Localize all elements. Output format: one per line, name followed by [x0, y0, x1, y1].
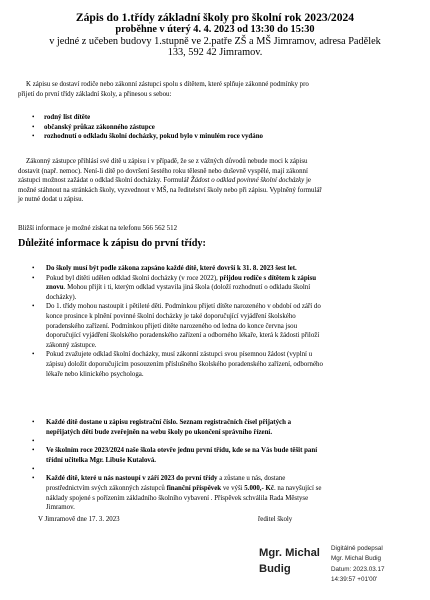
signature-meta-line: 14:39:57 +01'00': [331, 576, 378, 584]
info-list-bold: [32, 418, 382, 513]
requirement-item: • občanský průkaz zákonného zástupce: [44, 123, 263, 133]
signature-metadata: [331, 544, 385, 586]
postpone-text: zástupci možnost zažádat o odklad školní docházky. Formulář: [18, 177, 191, 185]
location-line-2: 133, 592 42 Jimramov.: [167, 47, 263, 58]
info-text: znovu: [46, 284, 64, 292]
info-item: [32, 274, 382, 303]
info-text: Každé dítě, které u nás nastoupí v září 2023 do první třídy: [46, 475, 218, 483]
intro-paragraph: [18, 80, 417, 99]
info-text: doporučující vyjádření školského poradenského zařízení a odborného lékaře, která k žádosti přiloží: [46, 332, 320, 340]
info-text: Do školy musí být podle zákona zapsáno každé dítě, které dovrší k 31. 8. 2023 šest let.: [46, 265, 297, 272]
info-text: • Ve školním roce 2023/2024 naše škola otevře jednu první třídu, kde se na Vás bude těšit paní: [46, 447, 318, 455]
spacer: [32, 437, 382, 446]
signature-meta-line: Mgr. Michal Budig: [331, 555, 382, 563]
info-text: Jimramov.: [46, 504, 75, 512]
info-text: zápisu) doložit doporučujícím posouzením příslušného školského poradenského zařízení, odborného: [46, 360, 323, 368]
info-item: [32, 264, 382, 274]
place-date: V Jimramově dne 17. 3. 2023: [38, 516, 120, 523]
requirements-list: [30, 113, 263, 142]
info-text: náklady spojené s pořízením základního školního vybavení . Příspěvek schválila Rada Městyse: [46, 494, 309, 502]
signature-name-line: Mgr. Michal: [259, 547, 320, 559]
postpone-line-5: je nutné dodat u zápisu.: [18, 196, 84, 204]
info-item: [32, 350, 382, 379]
signature-name-line: Budig: [259, 563, 291, 575]
info-text: nepřijatých dětí bude zveřejněn na webu školy po ukončení správního řízení.: [46, 428, 273, 436]
info-text: • Pokud zvažujete odklad školní docházky, musí zákonní zástupci svou písemnou žádost (vyplní u: [46, 351, 313, 359]
date-text: proběhne v úterý 4. 4. 2023 od 13:30 do 15:30: [115, 24, 315, 35]
info-text: přijdou rodiče s dítětem k zápisu: [219, 274, 317, 282]
info-text: • Každé dítě dostane u zápisu registrační číslo. Seznam registračních čísel přijatých a: [46, 419, 292, 426]
signature-meta-line: Digitálně podepsal: [331, 545, 383, 552]
postpone-line-3: [18, 176, 417, 186]
postpone-line-1: Zákonný zástupce přihlásí své dítě u zápisu i v případě, že se z vážných důvodů nebude moci k zápisu: [26, 158, 308, 165]
info-text: zákonný zástupce.: [46, 341, 97, 349]
requirement-item: • rozhodnutí o odkladu školní docházky, pokud bylo v minulém roce vydáno: [44, 132, 263, 142]
info-item: [32, 474, 382, 512]
postpone-paragraph: [18, 157, 417, 205]
info-text: a zůstane u nás, dostane: [217, 475, 286, 483]
signer-role: ředitel školy: [258, 516, 293, 523]
info-text: konce prosince k plnění povinné školní docházky je také doporučující vyjádření školského: [46, 312, 296, 320]
postpone-line-4: možné stáhnout na stránkách školy, vyzvednout v MŠ, na ředitelství školy nebo při zápisu. Vyplněný formulář: [18, 186, 322, 194]
info-text: prostřednictvím svých zákonných zástupců: [46, 484, 167, 492]
contact-line: Bližší informace je možné získat na telefonu 566 562 512: [18, 225, 178, 232]
info-text: třídní učitelka Mgr. Libuše Kutalová.: [46, 456, 157, 464]
info-text: 5.000,- Kč: [244, 484, 274, 492]
info-text: docházky).: [46, 293, 77, 301]
info-text: ve výši: [221, 484, 245, 492]
date-line: [0, 24, 430, 36]
signature-name: [259, 545, 320, 577]
location-line-1: v jedné z učeben budovy 1.stupně ve 2.patře ZŠ a MŠ Jimramov, adresa Padělek: [49, 36, 381, 47]
signature-meta-line: Datum: 2023.03.17: [331, 565, 385, 573]
info-text: poradenského zařízení. Podmínkou přijetí dítěte narozeného od ledna do konce června jsou: [46, 322, 298, 330]
info-text: . Mohou přijít i ti, kterým odklad vystavila jiná škola (doloží rozhodnutí o odkladu školní: [63, 284, 311, 292]
postpone-line-2: dostavit (např. nemoc). Není-li dítě po dovršení šestého roku tělesně nebo duševně vyspělé, mají zákonní: [18, 167, 308, 175]
form-name: Žádost o odklad povinné školní docházky: [190, 177, 305, 185]
info-item: [32, 302, 382, 350]
page-title: Zápis do 1.třídy základní školy pro školní rok 2023/2024: [75, 11, 355, 24]
info-list: [32, 264, 382, 379]
info-text: • Do 1. třídy mohou nastoupit i pětileté děti. Podmínkou přijetí dítěte narozeného v období od září do: [46, 303, 321, 311]
intro-line-2: přijetí do první třídy základní školy, a přinesou s sebou:: [18, 90, 172, 98]
important-heading: Důležité informace k zápisu do první třídy:: [18, 238, 206, 249]
info-text: . na navyšující se: [273, 484, 322, 492]
intro-line-1: K zápisu se dostaví rodiče nebo zákonní zástupci spolu s dítětem, které splňuje zákonné podmínky pro: [26, 81, 309, 88]
info-item: [32, 418, 382, 437]
postpone-text: je: [304, 177, 311, 185]
info-item: [32, 446, 382, 465]
info-text: finanční příspěvek: [166, 484, 222, 492]
spacer: [32, 465, 382, 474]
requirement-item: • rodný list dítěte: [44, 113, 263, 123]
info-text: lékaře nebo klinického psychologa.: [46, 370, 144, 378]
info-text: Pokud byl dítěti udělen odklad školní docházky (v roce 2022),: [46, 274, 220, 282]
